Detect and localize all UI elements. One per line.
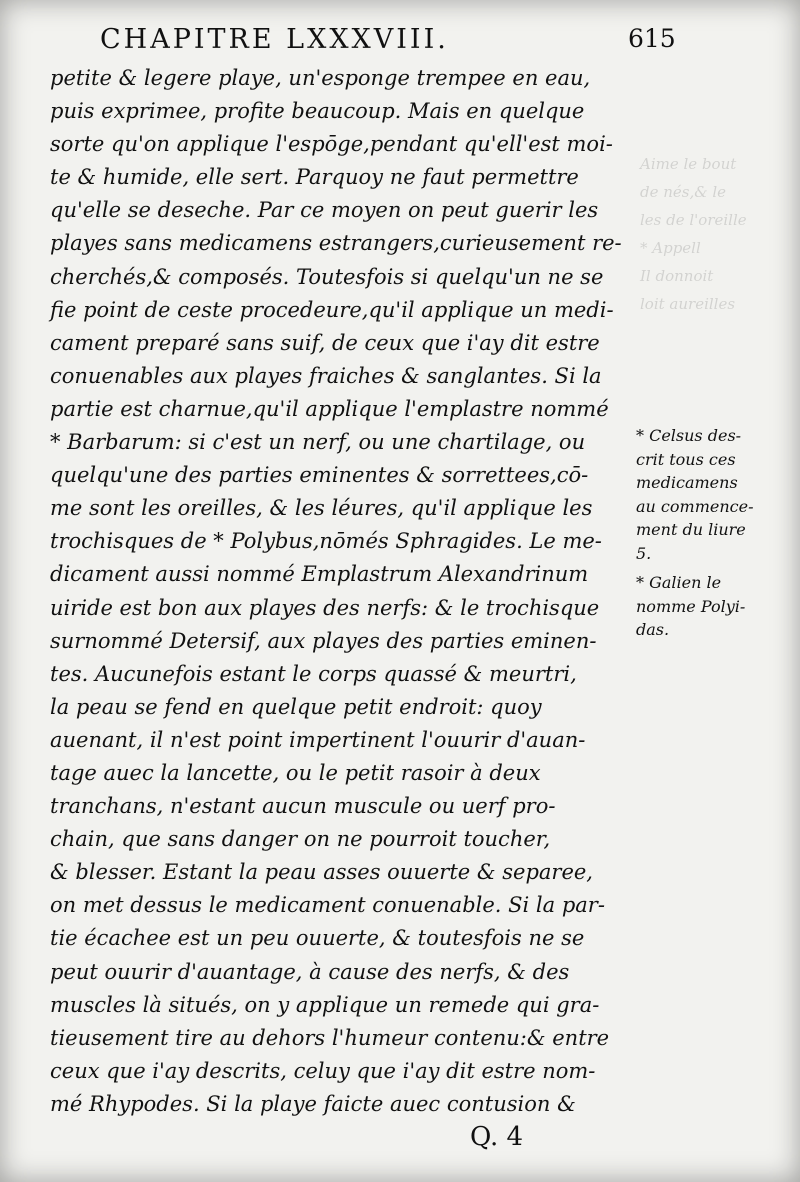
text-line: & blesser. Estant la peau asses ouuerte & separee,	[50, 860, 593, 885]
text-line: sorte qu'on applique l'espōge,pendant qu'ell'est moi-	[50, 132, 613, 157]
bleed-through-line: Aime le bout	[640, 155, 737, 173]
bleed-through-line: * Appell	[640, 239, 701, 257]
body-text	[50, 62, 640, 1121]
margin-note-line: crit tous ces	[636, 449, 736, 469]
margin-note-line: ment du liure	[636, 520, 746, 539]
text-line: chain, que sans danger on ne pourroit toucher,	[50, 827, 551, 852]
text-line: te & humide, elle sert. Parquoy ne faut permettre	[50, 165, 579, 190]
bleed-through-line: loit aureilles	[640, 295, 736, 313]
bleed-through-line: Il donnoit	[640, 267, 714, 285]
text-line: playes sans medicamens estrangers,curieusement re-	[50, 231, 622, 256]
text-line: la peau se fend en quelque petit endroit: quoy	[50, 694, 542, 719]
text-line: puis exprimee, profite beaucoup. Mais en quelque	[50, 99, 585, 124]
signature-mark: Q. 4	[470, 1122, 524, 1152]
text-line: tage auec la lancette, ou le petit rasoir à deux	[50, 760, 541, 785]
text-line: dicament aussi nommé Emplastrum Alexandrinum	[50, 562, 589, 587]
text-line: tranchans, n'estant aucun muscule ou uerf pro-	[50, 794, 556, 819]
margin-note-line: 5.	[636, 543, 652, 563]
margin-note	[636, 571, 796, 642]
text-line: muscles là situés, on y applique un remede qui gra-	[50, 992, 600, 1017]
text-line: quelqu'une des parties eminentes & sorrettees,cō-	[50, 463, 589, 488]
bleed-through-text	[640, 150, 790, 313]
text-line: trochisques de * Polybus,nōmés Sphragides. Le me-	[50, 529, 602, 554]
text-line: uiride est bon aux playes des nerfs: & le trochisque	[50, 595, 600, 620]
text-line: tieusement tire au dehors l'humeur contenu:& entre	[50, 1025, 610, 1050]
margin-note	[636, 424, 796, 565]
text-line: cament preparé sans suif, de ceux que i'ay dit estre	[50, 330, 600, 355]
bleed-through-line: de nés,& le	[640, 183, 727, 201]
margin-note-line: * Galien le	[636, 573, 722, 592]
margin-note-line: au commence-	[636, 496, 754, 516]
margin-note-line: medicamens	[636, 473, 738, 492]
running-title: CHAPITRE LXXXVIII.	[100, 24, 449, 55]
margin-note-line: nomme Polyi-	[636, 596, 746, 616]
bleed-through-line: les de l'oreille	[640, 211, 747, 229]
text-line: tie écachee est un peu ouuerte, & toutesfois ne se	[50, 926, 585, 951]
text-line: petite & legere playe, un'esponge trempee en eau,	[50, 66, 591, 90]
text-line: cherchés,& composés. Toutesfois si quelqu'un ne se	[50, 264, 604, 289]
page-number: 615	[628, 24, 676, 53]
margin-note-line: das.	[636, 620, 670, 639]
page-header	[100, 24, 676, 58]
text-line: mé Rhypodes. Si la playe faicte auec contusion &	[50, 1091, 576, 1116]
text-line: fie point de ceste procedeure,qu'il applique un medi-	[50, 297, 614, 322]
text-line: ceux que i'ay descrits, celuy que i'ay dit estre nom-	[50, 1058, 596, 1083]
text-line: * Barbarum: si c'est un nerf, ou une chartilage, ou	[50, 430, 586, 455]
text-line: qu'elle se deseche. Par ce moyen on peut guerir les	[50, 198, 599, 223]
text-line: partie est charnue,qu'il applique l'emplastre nommé	[50, 396, 609, 421]
text-line: on met dessus le medicament conuenable. Si la par-	[50, 893, 605, 918]
text-line: auenant, il n'est point impertinent l'ouurir d'auan-	[50, 727, 586, 752]
text-line: me sont les oreilles, & les léures, qu'il applique les	[50, 496, 593, 521]
margin-note-line: * Celsus des-	[636, 426, 742, 445]
margin-notes	[636, 424, 796, 648]
text-line: conuenables aux playes fraiches & sanglantes. Si la	[50, 363, 602, 388]
text-line: surnommé Detersif, aux playes des parties eminen-	[50, 628, 597, 653]
text-line: tes. Aucunefois estant le corps quassé & meurtri,	[50, 661, 577, 686]
text-line: peut ouurir d'auantage, à cause des nerfs, & des	[50, 959, 570, 984]
